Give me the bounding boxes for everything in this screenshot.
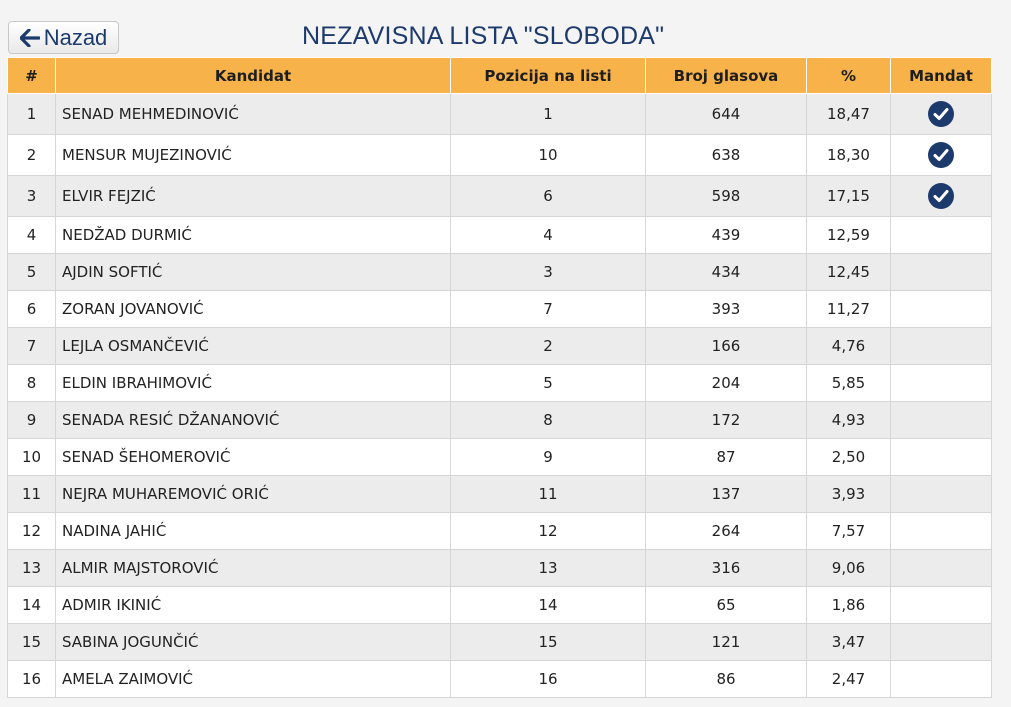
cell-votes: 638 xyxy=(646,135,807,176)
cell-mandate xyxy=(891,550,992,587)
cell-percent: 17,15 xyxy=(807,176,891,217)
cell-list-position: 10 xyxy=(451,135,646,176)
column-header-candidate: Kandidat xyxy=(56,58,451,94)
cell-list-position: 3 xyxy=(451,254,646,291)
table-row xyxy=(8,587,992,624)
cell-percent: 7,57 xyxy=(807,513,891,550)
cell-list-position: 8 xyxy=(451,402,646,439)
cell-number: 6 xyxy=(8,291,56,328)
table-row xyxy=(8,291,992,328)
cell-votes: 393 xyxy=(646,291,807,328)
table-row xyxy=(8,176,992,217)
cell-votes: 264 xyxy=(646,513,807,550)
cell-list-position: 12 xyxy=(451,513,646,550)
cell-mandate xyxy=(891,439,992,476)
cell-votes: 316 xyxy=(646,550,807,587)
candidates-table xyxy=(7,57,992,698)
cell-mandate xyxy=(891,587,992,624)
table-row xyxy=(8,661,992,698)
cell-percent: 1,86 xyxy=(807,587,891,624)
cell-percent: 4,93 xyxy=(807,402,891,439)
cell-list-position: 11 xyxy=(451,476,646,513)
table-row xyxy=(8,513,992,550)
cell-percent: 12,45 xyxy=(807,254,891,291)
cell-number: 14 xyxy=(8,587,56,624)
check-circle-icon xyxy=(928,183,954,209)
table-row xyxy=(8,94,992,135)
column-header-number: # xyxy=(8,58,56,94)
cell-candidate-name: ALMIR MAJSTOROVIĆ xyxy=(56,550,451,587)
cell-votes: 87 xyxy=(646,439,807,476)
cell-mandate xyxy=(891,513,992,550)
cell-candidate-name: ELDIN IBRAHIMOVIĆ xyxy=(56,365,451,402)
cell-number: 13 xyxy=(8,550,56,587)
cell-candidate-name: SABINA JOGUNČIĆ xyxy=(56,624,451,661)
cell-mandate xyxy=(891,94,992,135)
cell-percent: 11,27 xyxy=(807,291,891,328)
cell-votes: 439 xyxy=(646,217,807,254)
cell-candidate-name: AJDIN SOFTIĆ xyxy=(56,254,451,291)
cell-candidate-name: LEJLA OSMANČEVIĆ xyxy=(56,328,451,365)
cell-percent: 3,47 xyxy=(807,624,891,661)
cell-mandate xyxy=(891,135,992,176)
cell-number: 15 xyxy=(8,624,56,661)
cell-mandate xyxy=(891,661,992,698)
cell-number: 11 xyxy=(8,476,56,513)
table-row xyxy=(8,402,992,439)
cell-percent: 18,47 xyxy=(807,94,891,135)
cell-number: 5 xyxy=(8,254,56,291)
cell-votes: 121 xyxy=(646,624,807,661)
cell-mandate xyxy=(891,365,992,402)
back-button[interactable] xyxy=(8,21,119,54)
cell-votes: 434 xyxy=(646,254,807,291)
column-header-votes: Broj glasova xyxy=(646,58,807,94)
cell-candidate-name: MENSUR MUJEZINOVIĆ xyxy=(56,135,451,176)
cell-number: 8 xyxy=(8,365,56,402)
cell-list-position: 14 xyxy=(451,587,646,624)
cell-list-position: 2 xyxy=(451,328,646,365)
cell-candidate-name: SENAD MEHMEDINOVIĆ xyxy=(56,94,451,135)
cell-mandate xyxy=(891,291,992,328)
table-header-row xyxy=(8,58,992,94)
cell-number: 12 xyxy=(8,513,56,550)
cell-candidate-name: NEDŽAD DURMIĆ xyxy=(56,217,451,254)
cell-candidate-name: NADINA JAHIĆ xyxy=(56,513,451,550)
cell-candidate-name: ZORAN JOVANOVIĆ xyxy=(56,291,451,328)
table-body xyxy=(8,94,992,698)
cell-mandate xyxy=(891,217,992,254)
cell-percent: 9,06 xyxy=(807,550,891,587)
table-row xyxy=(8,254,992,291)
cell-mandate xyxy=(891,402,992,439)
table-row xyxy=(8,476,992,513)
cell-candidate-name: SENAD ŠEHOMEROVIĆ xyxy=(56,439,451,476)
cell-votes: 204 xyxy=(646,365,807,402)
cell-list-position: 7 xyxy=(451,291,646,328)
arrow-left-icon xyxy=(20,29,40,47)
cell-percent: 4,76 xyxy=(807,328,891,365)
cell-number: 3 xyxy=(8,176,56,217)
cell-list-position: 1 xyxy=(451,94,646,135)
cell-votes: 166 xyxy=(646,328,807,365)
cell-percent: 3,93 xyxy=(807,476,891,513)
cell-percent: 5,85 xyxy=(807,365,891,402)
back-button-label: Nazad xyxy=(43,24,108,50)
table-row xyxy=(8,550,992,587)
cell-candidate-name: AMELA ZAIMOVIĆ xyxy=(56,661,451,698)
cell-list-position: 4 xyxy=(451,217,646,254)
cell-candidate-name: SENADA RESIĆ DŽANANOVIĆ xyxy=(56,402,451,439)
cell-votes: 137 xyxy=(646,476,807,513)
cell-list-position: 5 xyxy=(451,365,646,402)
cell-list-position: 6 xyxy=(451,176,646,217)
table-row xyxy=(8,328,992,365)
table-row xyxy=(8,624,992,661)
cell-percent: 18,30 xyxy=(807,135,891,176)
cell-number: 16 xyxy=(8,661,56,698)
table-row xyxy=(8,135,992,176)
cell-votes: 598 xyxy=(646,176,807,217)
check-circle-icon xyxy=(928,101,954,127)
cell-number: 7 xyxy=(8,328,56,365)
column-header-mandate: Mandat xyxy=(891,58,992,94)
cell-percent: 12,59 xyxy=(807,217,891,254)
page-title: NEZAVISNA LISTA "SLOBODA" xyxy=(302,22,665,50)
table-row xyxy=(8,439,992,476)
cell-list-position: 9 xyxy=(451,439,646,476)
cell-candidate-name: NEJRA MUHAREMOVIĆ ORIĆ xyxy=(56,476,451,513)
cell-candidate-name: ADMIR IKINIĆ xyxy=(56,587,451,624)
cell-number: 10 xyxy=(8,439,56,476)
cell-votes: 172 xyxy=(646,402,807,439)
cell-percent: 2,47 xyxy=(807,661,891,698)
cell-mandate xyxy=(891,254,992,291)
cell-mandate xyxy=(891,176,992,217)
top-bar xyxy=(0,0,1011,57)
cell-list-position: 13 xyxy=(451,550,646,587)
column-header-list-position: Pozicija na listi xyxy=(451,58,646,94)
cell-number: 4 xyxy=(8,217,56,254)
check-circle-icon xyxy=(928,142,954,168)
cell-votes: 86 xyxy=(646,661,807,698)
cell-mandate xyxy=(891,476,992,513)
cell-number: 1 xyxy=(8,94,56,135)
column-header-percent: % xyxy=(807,58,891,94)
table-row xyxy=(8,365,992,402)
cell-candidate-name: ELVIR FEJZIĆ xyxy=(56,176,451,217)
cell-mandate xyxy=(891,624,992,661)
cell-list-position: 16 xyxy=(451,661,646,698)
cell-list-position: 15 xyxy=(451,624,646,661)
cell-votes: 644 xyxy=(646,94,807,135)
cell-number: 9 xyxy=(8,402,56,439)
cell-mandate xyxy=(891,328,992,365)
table-row xyxy=(8,217,992,254)
cell-votes: 65 xyxy=(646,587,807,624)
cell-percent: 2,50 xyxy=(807,439,891,476)
cell-number: 2 xyxy=(8,135,56,176)
